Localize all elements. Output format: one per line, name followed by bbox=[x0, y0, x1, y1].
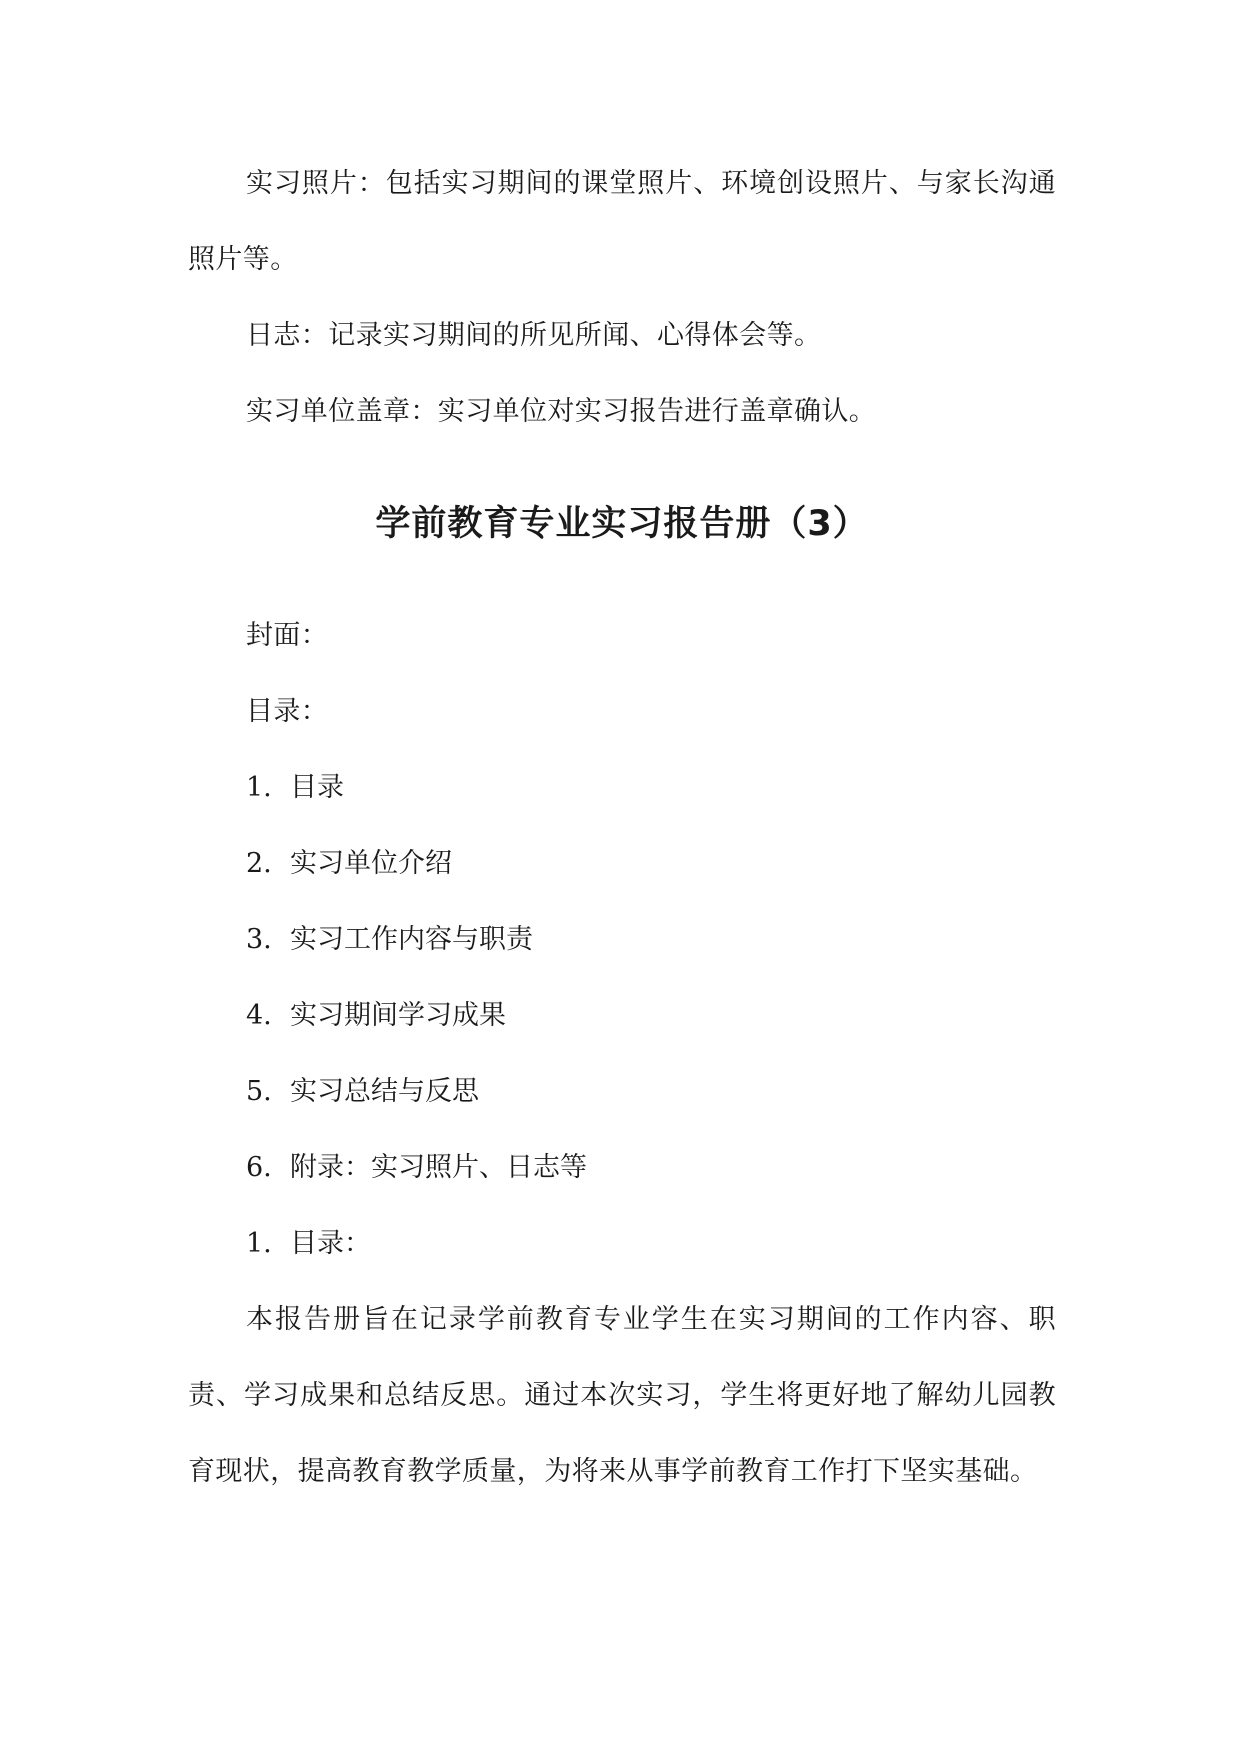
toc-item bbox=[188, 902, 1056, 978]
toc-label: 目录： bbox=[246, 696, 329, 727]
body-paragraph: 本报告册旨在记录学前教育专业学生在实习期间的工作内容、职责、学习成果和总结反思。通过本次实习，学生将更好地了解幼儿园教育现状，提高教育教学质量，为将来从事学前教育工作打下坚实基础。 bbox=[188, 1304, 1056, 1487]
appendix-log-paragraph: 日志：记录实习期间的所见所闻、心得体会等。 bbox=[246, 320, 822, 351]
appendix-seal-paragraph: 实习单位盖章：实习单位对实习报告进行盖章确认。 bbox=[246, 396, 877, 427]
toc-item bbox=[188, 978, 1056, 1054]
subsection-text: 目录： bbox=[290, 1228, 371, 1259]
document-content bbox=[188, 146, 1056, 1510]
toc-item bbox=[188, 750, 1056, 826]
toc-item-number: 1. bbox=[246, 772, 272, 803]
section-title: 学前教育专业实习报告册（3） bbox=[375, 504, 869, 544]
toc-item-text: 目录 bbox=[290, 772, 344, 803]
toc-item bbox=[188, 826, 1056, 902]
toc-item-number: 5. bbox=[246, 1076, 272, 1107]
appendix-photos-paragraph: 实习照片：包括实习期间的课堂照片、环境创设照片、与家长沟通照片等。 bbox=[188, 168, 1056, 275]
toc-item-number: 3. bbox=[246, 924, 272, 955]
toc-item-text: 实习工作内容与职责 bbox=[290, 924, 533, 955]
toc-item-number: 6. bbox=[246, 1152, 272, 1183]
cover-label: 封面： bbox=[246, 620, 329, 651]
toc-item-number: 2. bbox=[246, 848, 272, 879]
toc-item-text: 实习单位介绍 bbox=[290, 848, 452, 879]
subsection-heading bbox=[188, 1206, 1056, 1282]
toc-item-text: 实习总结与反思 bbox=[290, 1076, 479, 1107]
toc-item bbox=[188, 1130, 1056, 1206]
toc-item bbox=[188, 1054, 1056, 1130]
toc-item-text: 附录：实习照片、日志等 bbox=[290, 1152, 587, 1183]
toc-list bbox=[188, 750, 1056, 1206]
toc-item-text: 实习期间学习成果 bbox=[290, 1000, 506, 1031]
toc-item-number: 4. bbox=[246, 1000, 272, 1031]
subsection-number: 1. bbox=[246, 1228, 272, 1259]
